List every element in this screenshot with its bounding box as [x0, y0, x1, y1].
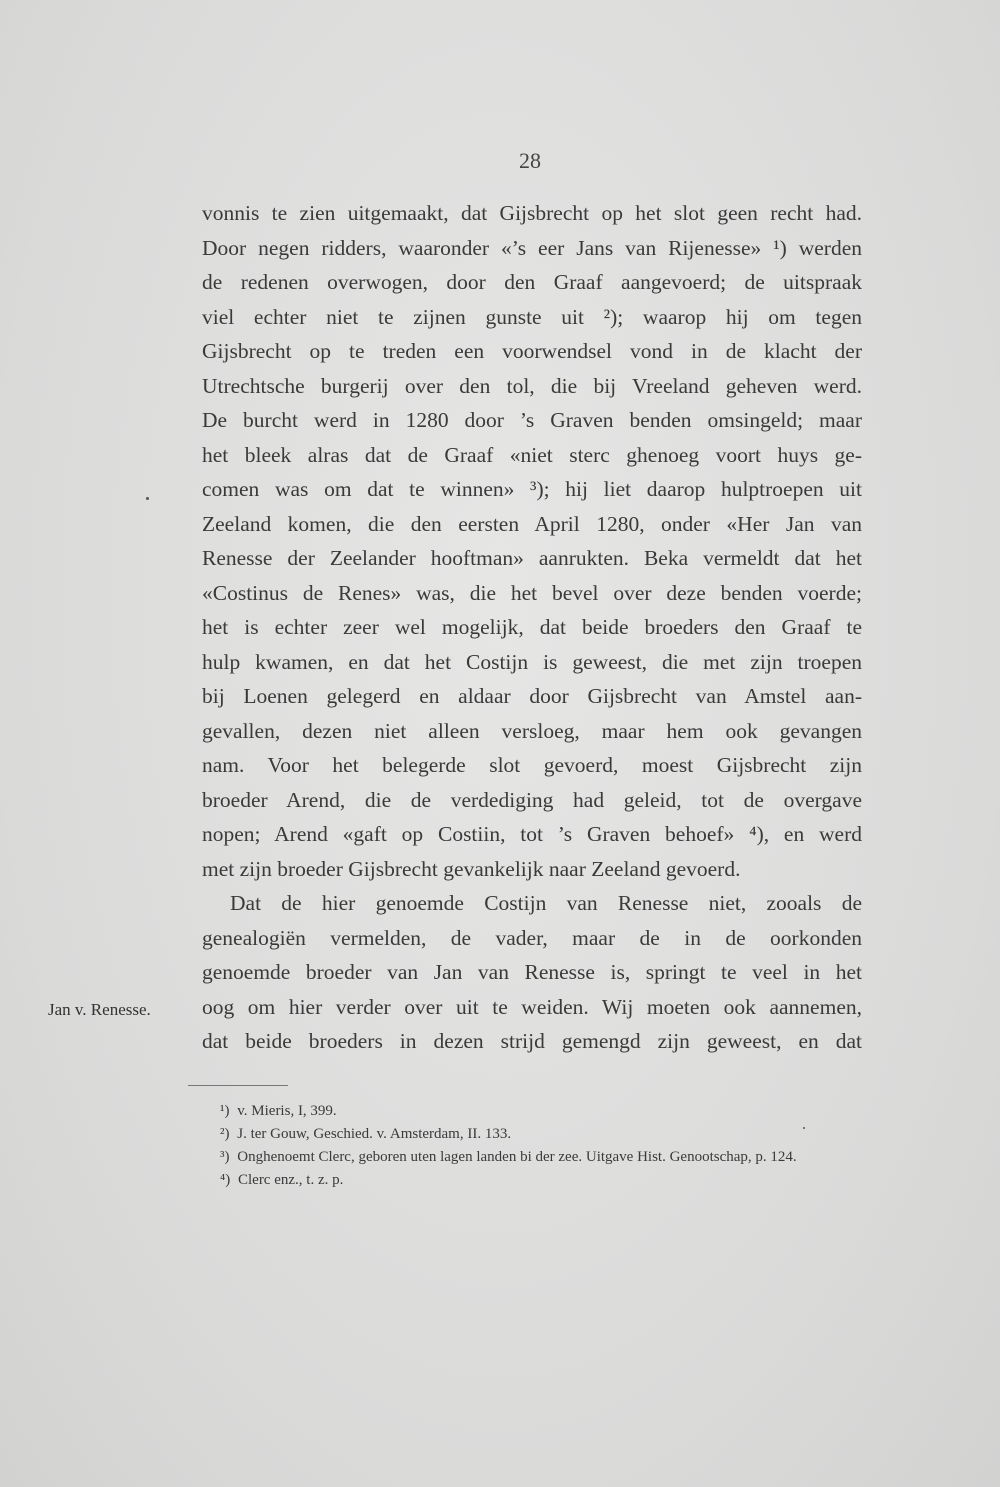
footnote-text: J. ter Gouw, Geschied. v. Amsterdam, II. 133. [237, 1126, 512, 1142]
text-line: nopen; Arend «gaft op Costiin, tot ’s Graven behoef» ⁴), en werd [202, 822, 862, 846]
text-line: met zijn broeder Gijsbrecht gevankelijk naar Zeeland gevoerd. [202, 856, 741, 881]
text-line: comen was om dat te winnen» ³); hij liet daarop hulptroepen uit [202, 477, 862, 501]
margin-note: Jan v. Renesse. [48, 1000, 151, 1019]
body-text [202, 196, 862, 1059]
footnote [190, 1100, 865, 1123]
page-number: 28 [519, 148, 541, 173]
footnotes [190, 1100, 865, 1192]
text-line: viel echter niet te zijnen gunste uit ²); waarop hij om tegen [202, 304, 862, 329]
footnote [190, 1169, 865, 1192]
text-line: Utrechtsche burgerij over den tol, die bij Vreeland geheven werd. [202, 373, 862, 398]
text-line: De burcht werd in 1280 door ’s Graven benden omsingeld; maar [202, 408, 862, 432]
text-line: Renesse der Zeelander hooftman» aanrukten. Beka vermeldt dat het [202, 546, 862, 570]
footnote-mark: ²) [220, 1126, 230, 1142]
text-line: de redenen overwogen, door den Graaf aangevoerd; de uitspraak [202, 270, 862, 294]
footnote-divider [188, 1085, 288, 1086]
footnote-text: v. Mieris, I, 399. [237, 1103, 337, 1119]
text-line: hulp kwamen, en dat het Costijn is geweest, die met zijn troepen [202, 649, 862, 674]
text-line: Door negen ridders, waaronder «’s eer Jans van Rijenesse» ¹) werden [202, 235, 862, 260]
text-line: broeder Arend, die de verdediging had geleid, tot de overgave [202, 787, 862, 812]
footnote-mark: ³) [220, 1149, 230, 1165]
print-speck [803, 1127, 805, 1129]
text-line: genoemde broeder van Jan van Renesse is, springt te veel in het [202, 960, 862, 984]
text-line: «Costinus de Renes» was, die het bevel over deze benden voerde; [202, 580, 862, 605]
text-line: gevallen, dezen niet alleen versloeg, maar hem ook gevangen [202, 718, 862, 743]
footnote-text: Onghenoemt Clerc, geboren uten lagen landen bi der zee. Uitgave Hist. Genootschap, p. 124. [237, 1149, 797, 1165]
text-line: bij Loenen gelegerd en aldaar door Gijsbrecht van Amstel aan- [202, 684, 862, 708]
text-line: dat beide broeders in dezen strijd gemengd zijn geweest, en dat [202, 1029, 862, 1053]
paragraph-start-line: Dat de hier genoemde Costijn van Renesse niet, zooals de [230, 891, 862, 915]
footnote-mark: ¹) [220, 1103, 230, 1119]
text-line: genealogiën vermelden, de vader, maar de in de oorkonden [202, 925, 862, 950]
footnote [190, 1123, 865, 1146]
text-line: het is echter zeer wel mogelijk, dat beide broeders den Graaf te [202, 615, 862, 639]
text-line: het bleek alras dat de Graaf «niet sterc ghenoeg voort huys ge- [202, 442, 862, 467]
text-line: nam. Voor het belegerde slot gevoerd, moest Gijsbrecht zijn [202, 753, 862, 777]
footnote-text: Clerc enz., t. z. p. [237, 1172, 344, 1188]
footnote [190, 1146, 865, 1169]
text-line: oog om hier verder over uit te weiden. Wij moeten ook aannemen, [202, 994, 862, 1019]
footnote-mark: ⁴) [220, 1172, 231, 1188]
print-speck [146, 497, 149, 500]
text-line: Zeeland komen, die den eersten April 1280, onder «Her Jan van [202, 511, 862, 536]
text-line: vonnis te zien uitgemaakt, dat Gijsbrecht op het slot geen recht had. [202, 201, 862, 225]
text-line: Gijsbrecht op te treden een voorwendsel vond in de klacht der [202, 339, 862, 363]
